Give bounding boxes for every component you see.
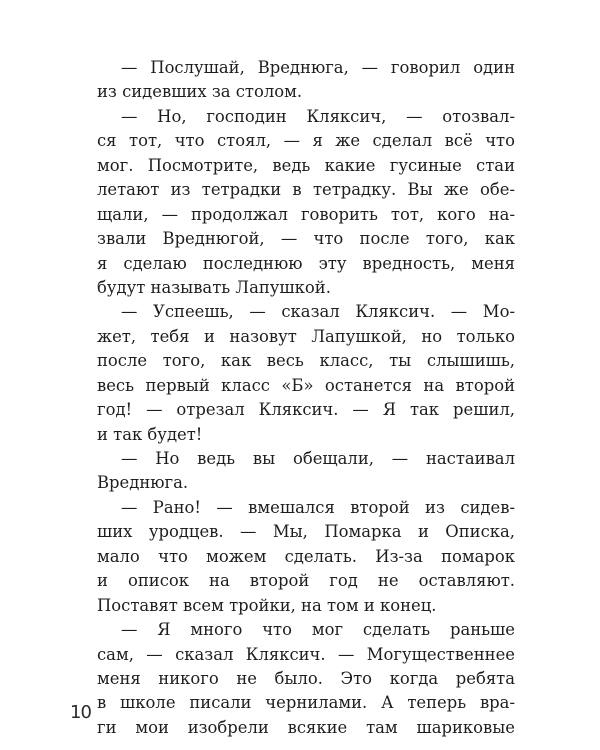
text-line: и так будет! bbox=[97, 424, 203, 444]
text-line: летают из тетрадки в тетрадку. Вы же обе- bbox=[97, 180, 515, 200]
text-line: — Послушай, Вреднюга, — говорил один bbox=[121, 58, 515, 77]
text-line: будут называть Лапушкой. bbox=[97, 277, 331, 297]
text-line: — Успеешь, — сказал Кляксич. — Мо- bbox=[121, 302, 515, 322]
page-number: 10 bbox=[70, 702, 91, 723]
text-line: щали, — продолжал говорить тот, кого на- bbox=[97, 204, 515, 224]
text-line: — Я много что мог сделать раньше bbox=[121, 620, 515, 640]
text-line: в школе писали чернилами. А теперь вра- bbox=[97, 693, 515, 713]
text-line: ги мои изобрели всякие там шариковые bbox=[97, 717, 515, 737]
text-line: из сидевших за столом. bbox=[97, 82, 303, 102]
text-line: после того, как весь класс, ты слышишь, bbox=[97, 351, 515, 371]
text-line: сам, — сказал Кляксич. — Могущественнее bbox=[97, 644, 515, 664]
text-line: — Рано! — вмешался второй из сидев- bbox=[121, 497, 515, 517]
text-line: ших уродцев. — Мы, Помарка и Описка, bbox=[97, 522, 515, 542]
text-line: — Но, господин Кляксич, — отозвал- bbox=[121, 106, 515, 126]
text-line: мало что можем сделать. Из-за помарок bbox=[97, 546, 515, 566]
text-line: — Но ведь вы обещали, — настаивал bbox=[121, 449, 515, 468]
text-line: год! — отрезал Кляксич. — Я так решил, bbox=[97, 400, 515, 420]
body-text bbox=[97, 56, 515, 740]
text-line: Поставят всем тройки, на том и конец. bbox=[97, 595, 437, 615]
text-line: ся тот, что стоял, — я же сделал всё что bbox=[97, 131, 515, 151]
text-line: Вреднюга. bbox=[97, 473, 189, 493]
text-line: мог. Посмотрите, ведь какие гусиные стаи bbox=[97, 155, 515, 175]
text-line: жет, тебя и назовут Лапушкой, но только bbox=[97, 326, 515, 346]
text-line: звали Вреднюгой, — что после того, как bbox=[97, 229, 515, 249]
text-line: меня никого не было. Это когда ребята bbox=[97, 668, 515, 688]
text-line: я сделаю последнюю эту вредность, меня bbox=[97, 253, 515, 273]
text-line: весь первый класс «Б» останется на второй bbox=[97, 375, 515, 395]
text-line: и описок на второй год не оставляют. bbox=[97, 571, 515, 591]
